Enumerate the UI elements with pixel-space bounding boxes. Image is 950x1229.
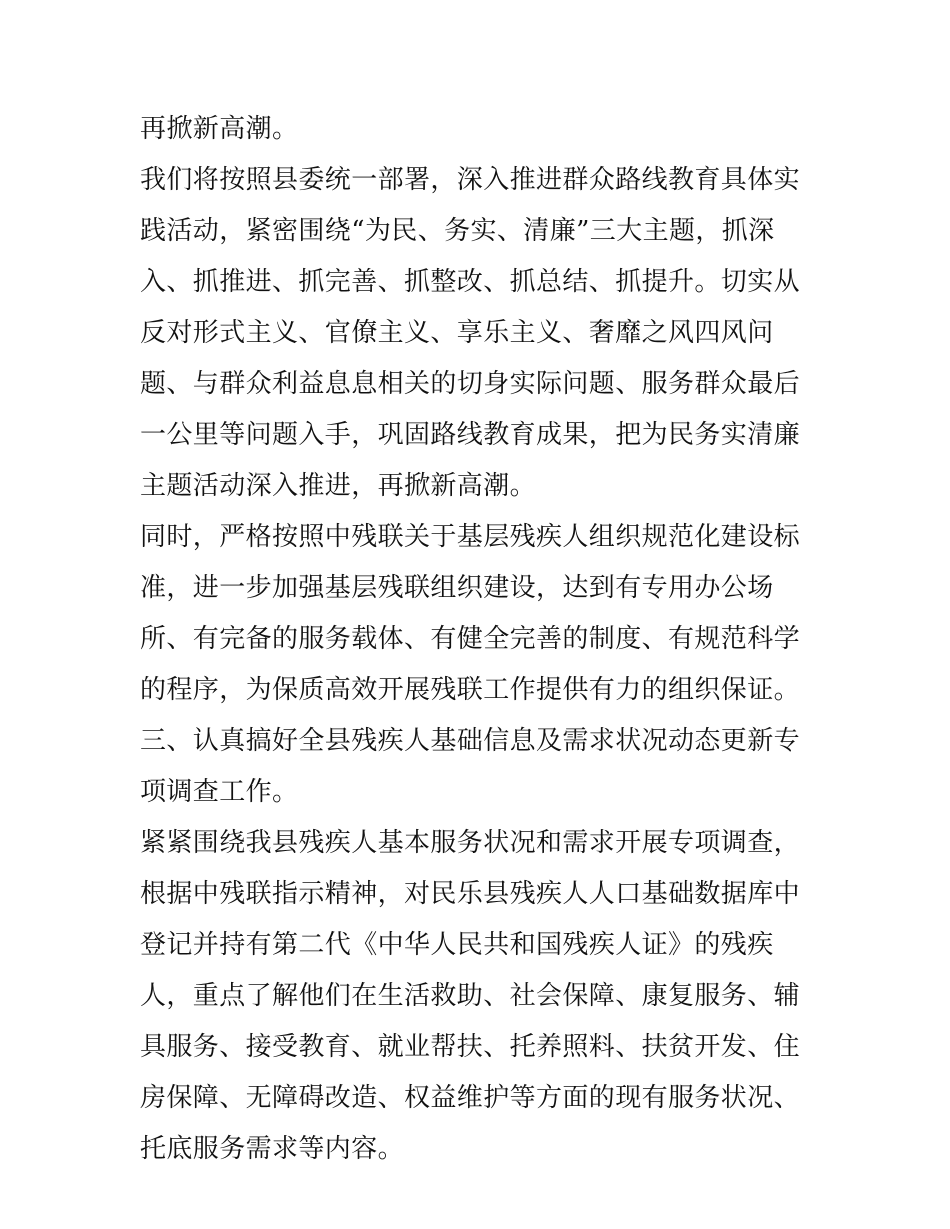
section-heading-survey: 三、认真搞好全县残疾人基础信息及需求状况动态更新专项调查工作。	[140, 726, 801, 807]
paragraph-survey-details: 紧紧围绕我县残疾人基本服务状况和需求开展专项调查，根据中残联指示精神，对民乐县残疾人人口基础数据库中登记并持有第二代《中华人民共和国残疾人证》的残疾人，重点了解他们在生活救助、社会保障、康复服务、辅具服务、接受教育、就业帮扶、托养照料、扶贫开发、住房保障、无障碍改造、权益维护等方面的现有服务状况、托底服务需求等内容。	[140, 828, 801, 1164]
paragraph-continuation: 再掀新高潮。	[140, 114, 299, 144]
paragraph-mass-line-education: 我们将按照县委统一部署，深入推进群众路线教育具体实践活动，紧密围绕“为民、务实、清廉”三大主题，抓深入、抓推进、抓完善、抓整改、抓总结、抓提升。切实从反对形式主义、官僚主义、享乐主义、奢靡之风四风问题、与群众利益息息相关的切身实际问题、服务群众最后一公里等问题入手，巩固路线教育成果，把为民务实清廉主题活动深入推进，再掀新高潮。	[140, 165, 801, 501]
document-body	[140, 104, 812, 1175]
paragraph-grassroots-organization: 同时，严格按照中残联关于基层残疾人组织规范化建设标准，进一步加强基层残联组织建设，达到有专用办公场所、有完备的服务载体、有健全完善的制度、有规范科学的程序，为保质高效开展残联工作提供有力的组织保证。	[140, 522, 801, 705]
